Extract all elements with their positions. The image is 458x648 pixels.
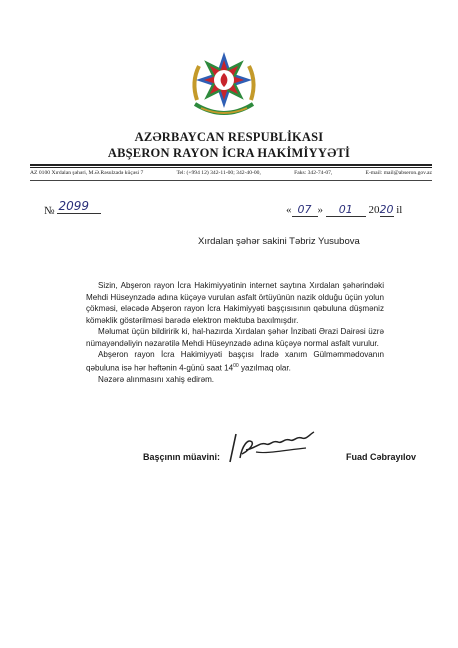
body-paragraph-3-text: Abşeron rayon İcra Hakimiyyəti başçısı İradə xanım Gülməmmədovanın qəbuluna isə hər həftənin 4-günü saat 14 (86, 350, 384, 373)
contact-divider (30, 180, 432, 181)
recipient-line: Xırdalan şəhər sakini Təbriz Yusubova (198, 236, 360, 247)
document-date: « 07 » 01 2020 il (286, 203, 403, 216)
header-divider-thin (30, 167, 432, 168)
header-divider (30, 164, 432, 166)
organization-subtitle: ABŞERON RAYON İCRA HAKİMİYYƏTİ (107, 146, 351, 160)
signatory-role: Başçının müavini: (143, 452, 221, 462)
number-prefix: № (44, 205, 55, 217)
body-paragraph-3 (86, 349, 384, 374)
body-paragraph-4: Nəzərə alınmasını xahiş edirəm. (98, 374, 215, 384)
document-number (44, 199, 101, 217)
address-text: AZ 0100 Xırdalan şəhəri, M.Ə.Rəsulzadə küçəsi 7 (30, 170, 144, 176)
body-paragraph-1: Sizin, Abşeron rayon İcra Hakimiyyətinin internet saytına Xırdalan şəhərindəki Mehdi Hüseynzadə adına küçəyə vurulan asfalt örtüyünün nazik olduğu üçün yolun çökməsi, eləcədə Abşeron rayon İcra Hakimiyyəti başçısısının qəbuluna düşməniz köməklik göstərilməsi barədə elektron məktuba baxılmışdır. (86, 281, 384, 325)
date-month: 01 (338, 203, 353, 216)
number-value: 2099 (58, 199, 90, 213)
phone-text: Tel: (+994 12) 342-11-00; 342-40-00, (176, 170, 261, 176)
body-paragraph-3-end: yazılmaq olar. (238, 363, 291, 373)
date-day: 07 (297, 203, 312, 216)
azerbaijan-emblem-icon (183, 42, 265, 124)
email-text: E-mail: mail@abseron.gov.az (365, 170, 432, 176)
organization-title: AZƏRBAYCAN RESPUBLİKASI (134, 130, 324, 144)
signatory-name: Fuad Cəbrayılov (346, 452, 417, 462)
fax-text: Faks: 342-74-07, (294, 170, 333, 176)
body-paragraph-2: Məlumat üçün bildiririk ki, hal-hazırda Xırdalan şəhər İnzibati Ərazi Dairəsi üzrə nümayəndəliyin nəzarətilə Mehdi Hüseynzadə adına küçəyə normal asfalt vurulur. (86, 327, 384, 348)
handwritten-signature (226, 428, 320, 466)
time-superscript: 00 (233, 362, 239, 369)
contact-line (30, 170, 432, 176)
date-suffix: il (396, 204, 403, 216)
letter-body (86, 280, 384, 385)
date-year-prefix: 20 (368, 204, 380, 216)
date-year-suffix: 20 (379, 203, 394, 216)
